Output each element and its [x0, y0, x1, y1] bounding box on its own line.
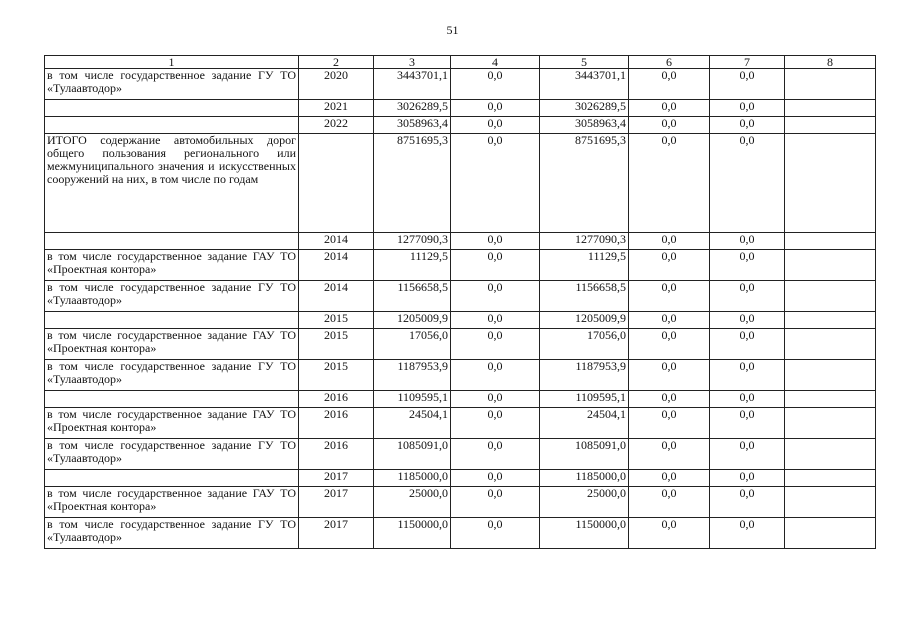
row-year: 2020: [299, 69, 374, 100]
row-municipal: 0,0: [629, 439, 710, 470]
row-description: в том числе государственное задание ГУ ТО «Тулаавтодор»: [45, 69, 299, 100]
row-total: 3026289,5: [374, 100, 451, 117]
row-description: [45, 100, 299, 117]
row-year: 2016: [299, 439, 374, 470]
row-year: 2015: [299, 312, 374, 329]
row-description: в том числе государственное задание ГУ ТО «Тулаавтодор»: [45, 281, 299, 312]
row-other: 0,0: [710, 117, 785, 134]
row-municipal: 0,0: [629, 69, 710, 100]
row-federal: 0,0: [451, 134, 540, 233]
row-municipal: 0,0: [629, 518, 710, 549]
row-note: [785, 134, 876, 233]
row-description: [45, 312, 299, 329]
row-description: в том числе государственное задание ГАУ ТО «Проектная контора»: [45, 329, 299, 360]
row-regional: 24504,1: [540, 408, 629, 439]
row-description: в том числе государственное задание ГУ ТО «Тулаавтодор»: [45, 518, 299, 549]
row-note: [785, 312, 876, 329]
row-description: в том числе государственное задание ГУ ТО «Тулаавтодор»: [45, 439, 299, 470]
row-municipal: 0,0: [629, 117, 710, 134]
row-other: 0,0: [710, 312, 785, 329]
row-description: в том числе государственное задание ГУ ТО «Тулаавтодор»: [45, 360, 299, 391]
row-total: 17056,0: [374, 329, 451, 360]
column-header: 5: [540, 56, 629, 69]
table-row: [45, 312, 876, 329]
table-row: [45, 408, 876, 439]
row-year: 2022: [299, 117, 374, 134]
row-regional: 1185000,0: [540, 470, 629, 487]
row-other: 0,0: [710, 281, 785, 312]
row-municipal: 0,0: [629, 487, 710, 518]
row-note: [785, 391, 876, 408]
row-total: 3058963,4: [374, 117, 451, 134]
row-federal: 0,0: [451, 408, 540, 439]
row-municipal: 0,0: [629, 391, 710, 408]
header-row: [45, 56, 876, 69]
row-federal: 0,0: [451, 281, 540, 312]
table-row: [45, 233, 876, 250]
row-total: 1187953,9: [374, 360, 451, 391]
row-regional: 3443701,1: [540, 69, 629, 100]
row-total: 1205009,9: [374, 312, 451, 329]
row-total: 11129,5: [374, 250, 451, 281]
row-regional: 1156658,5: [540, 281, 629, 312]
row-federal: 0,0: [451, 117, 540, 134]
row-other: 0,0: [710, 233, 785, 250]
row-federal: 0,0: [451, 233, 540, 250]
row-federal: 0,0: [451, 470, 540, 487]
row-year: 2017: [299, 518, 374, 549]
row-regional: 1085091,0: [540, 439, 629, 470]
row-municipal: 0,0: [629, 134, 710, 233]
row-regional: 1277090,3: [540, 233, 629, 250]
row-total: 1156658,5: [374, 281, 451, 312]
row-year: 2014: [299, 250, 374, 281]
row-other: 0,0: [710, 518, 785, 549]
column-header: 1: [45, 56, 299, 69]
row-note: [785, 250, 876, 281]
row-description: [45, 391, 299, 408]
row-federal: 0,0: [451, 69, 540, 100]
row-description: [45, 233, 299, 250]
table-row: [45, 69, 876, 100]
table-row: [45, 100, 876, 117]
row-total: 1085091,0: [374, 439, 451, 470]
row-federal: 0,0: [451, 250, 540, 281]
row-regional: 25000,0: [540, 487, 629, 518]
row-municipal: 0,0: [629, 312, 710, 329]
table-row: [45, 518, 876, 549]
row-regional: 3058963,4: [540, 117, 629, 134]
row-year: 2014: [299, 281, 374, 312]
row-year: 2014: [299, 233, 374, 250]
table-row: [45, 360, 876, 391]
row-federal: 0,0: [451, 329, 540, 360]
row-municipal: 0,0: [629, 233, 710, 250]
row-regional: 1150000,0: [540, 518, 629, 549]
row-note: [785, 439, 876, 470]
row-note: [785, 360, 876, 391]
row-other: 0,0: [710, 487, 785, 518]
row-year: 2016: [299, 408, 374, 439]
row-other: 0,0: [710, 134, 785, 233]
table-row: [45, 117, 876, 134]
row-municipal: 0,0: [629, 250, 710, 281]
row-total: 3443701,1: [374, 69, 451, 100]
row-other: 0,0: [710, 391, 785, 408]
row-total: 8751695,3: [374, 134, 451, 233]
row-other: 0,0: [710, 360, 785, 391]
row-regional: 1205009,9: [540, 312, 629, 329]
row-other: 0,0: [710, 329, 785, 360]
row-year: 2017: [299, 470, 374, 487]
row-year: [299, 134, 374, 233]
row-regional: 3026289,5: [540, 100, 629, 117]
row-description: [45, 117, 299, 134]
table-row: [45, 391, 876, 408]
row-description: ИТОГО содержание автомобильных дорог общего пользования регионального или межмуниципального значения и искусственных сооружений на них, в том числе по годам: [45, 134, 299, 233]
row-federal: 0,0: [451, 391, 540, 408]
row-other: 0,0: [710, 250, 785, 281]
row-note: [785, 117, 876, 134]
table-row: [45, 487, 876, 518]
table-row: [45, 281, 876, 312]
row-total: 1277090,3: [374, 233, 451, 250]
row-federal: 0,0: [451, 439, 540, 470]
table-row: [45, 470, 876, 487]
row-year: 2015: [299, 329, 374, 360]
table-row: [45, 250, 876, 281]
table-row: [45, 439, 876, 470]
row-note: [785, 518, 876, 549]
row-note: [785, 281, 876, 312]
row-note: [785, 329, 876, 360]
row-year: 2021: [299, 100, 374, 117]
row-description: в том числе государственное задание ГАУ ТО «Проектная контора»: [45, 487, 299, 518]
row-regional: 8751695,3: [540, 134, 629, 233]
row-total: 24504,1: [374, 408, 451, 439]
row-other: 0,0: [710, 408, 785, 439]
column-header: 8: [785, 56, 876, 69]
budget-table: [44, 55, 876, 549]
row-federal: 0,0: [451, 360, 540, 391]
row-regional: 1187953,9: [540, 360, 629, 391]
row-municipal: 0,0: [629, 470, 710, 487]
row-total: 25000,0: [374, 487, 451, 518]
column-header: 3: [374, 56, 451, 69]
row-federal: 0,0: [451, 100, 540, 117]
row-year: 2017: [299, 487, 374, 518]
row-description: в том числе государственное задание ГАУ ТО «Проектная контора»: [45, 408, 299, 439]
row-year: 2015: [299, 360, 374, 391]
table-row: [45, 329, 876, 360]
row-note: [785, 69, 876, 100]
row-total: 1185000,0: [374, 470, 451, 487]
row-description: в том числе государственное задание ГАУ ТО «Проектная контора»: [45, 250, 299, 281]
row-federal: 0,0: [451, 518, 540, 549]
row-other: 0,0: [710, 69, 785, 100]
page-number: 51: [446, 23, 459, 37]
column-header: 6: [629, 56, 710, 69]
row-description: [45, 470, 299, 487]
row-note: [785, 470, 876, 487]
row-federal: 0,0: [451, 487, 540, 518]
row-regional: 1109595,1: [540, 391, 629, 408]
row-year: 2016: [299, 391, 374, 408]
row-other: 0,0: [710, 470, 785, 487]
row-municipal: 0,0: [629, 281, 710, 312]
row-note: [785, 233, 876, 250]
column-header: 4: [451, 56, 540, 69]
row-other: 0,0: [710, 439, 785, 470]
row-regional: 17056,0: [540, 329, 629, 360]
row-municipal: 0,0: [629, 360, 710, 391]
row-municipal: 0,0: [629, 329, 710, 360]
table-row: [45, 134, 876, 233]
column-header: 7: [710, 56, 785, 69]
row-note: [785, 100, 876, 117]
row-note: [785, 408, 876, 439]
row-note: [785, 487, 876, 518]
row-federal: 0,0: [451, 312, 540, 329]
row-municipal: 0,0: [629, 408, 710, 439]
row-other: 0,0: [710, 100, 785, 117]
row-total: 1150000,0: [374, 518, 451, 549]
row-municipal: 0,0: [629, 100, 710, 117]
column-header: 2: [299, 56, 374, 69]
row-total: 1109595,1: [374, 391, 451, 408]
row-regional: 11129,5: [540, 250, 629, 281]
